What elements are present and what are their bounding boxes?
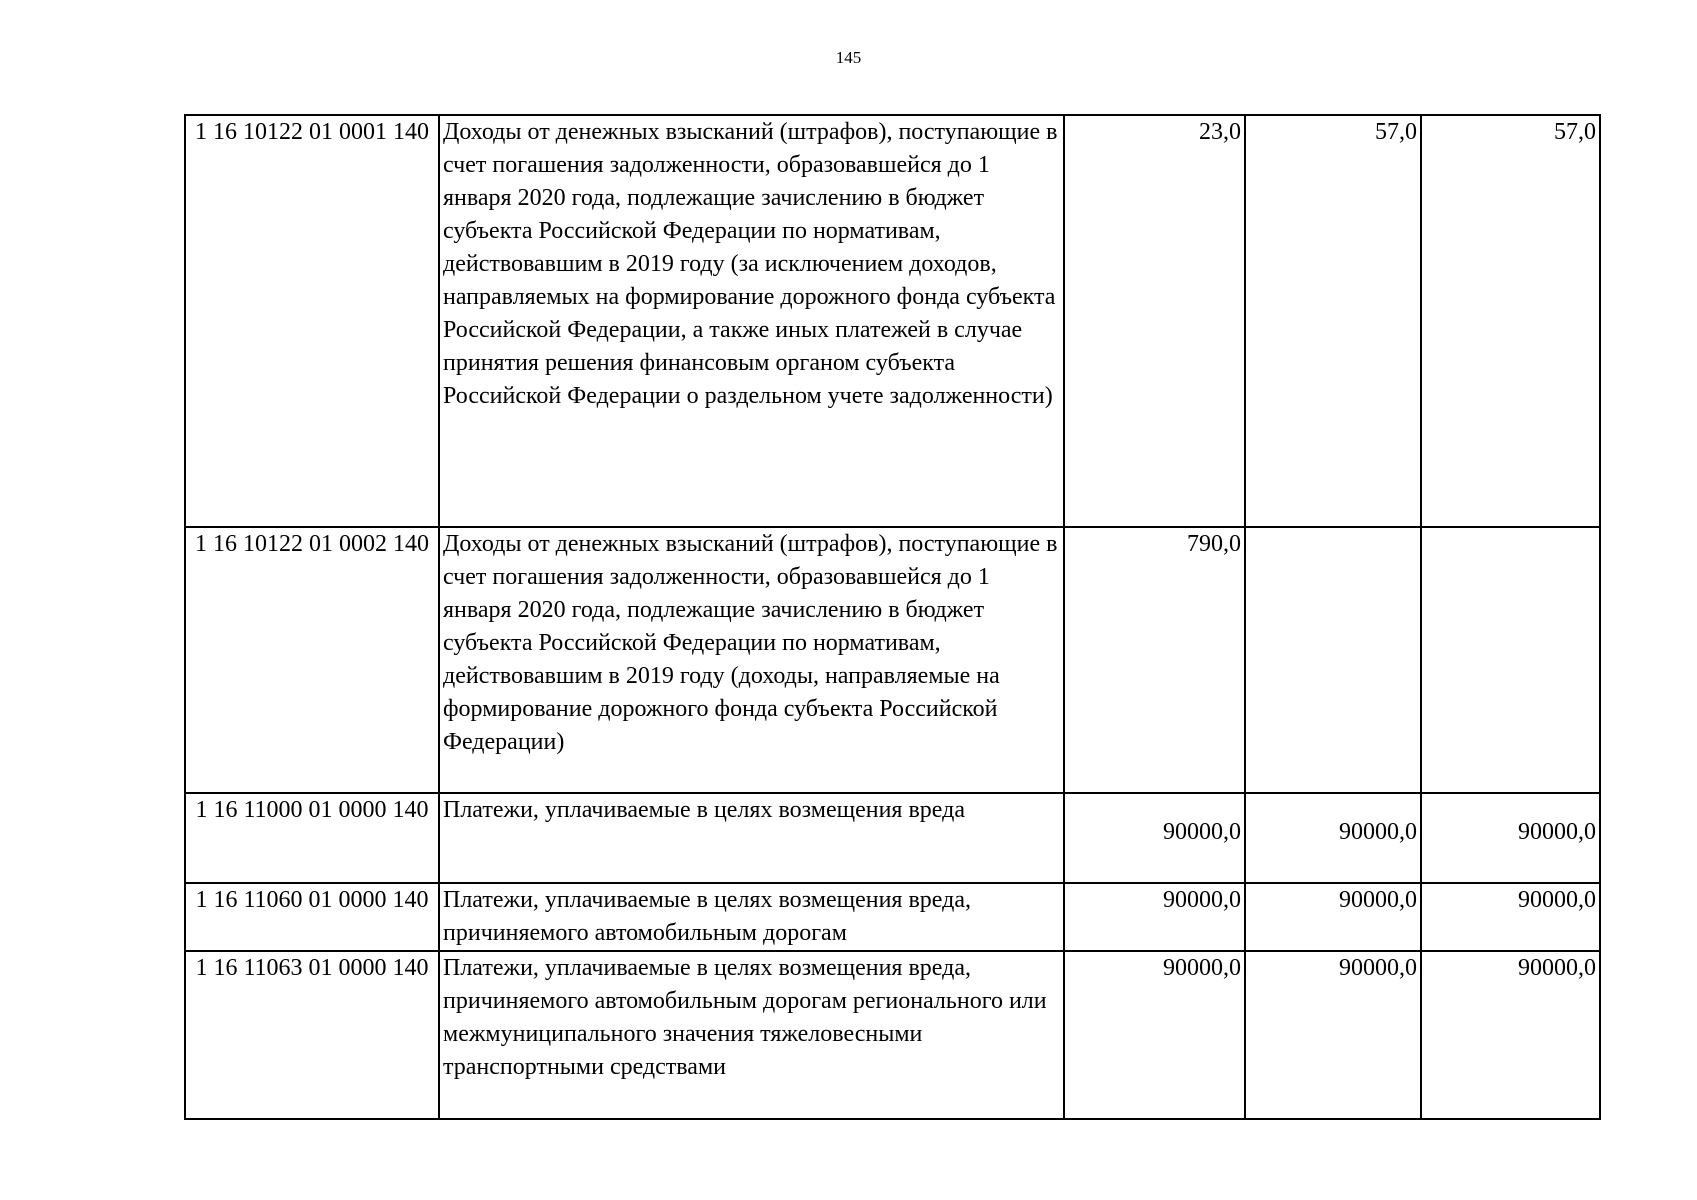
table-row xyxy=(185,115,1600,527)
amount-col-2: 90000,0 xyxy=(1245,883,1421,951)
table-row xyxy=(185,951,1600,1119)
amount-col-1: 90000,0 xyxy=(1064,793,1245,883)
amount-col-2: 90000,0 xyxy=(1245,793,1421,883)
amount-col-2: 57,0 xyxy=(1245,115,1421,527)
revenue-description: Платежи, уплачиваемые в целях возмещения вреда, причиняемого автомобильным дорогам регионального или межмуниципального значения тяжеловесными транспортными средствами xyxy=(439,951,1064,1119)
table-row xyxy=(185,527,1600,793)
amount-col-3: 90000,0 xyxy=(1421,793,1600,883)
budget-code: 1 16 11060 01 0000 140 xyxy=(185,883,439,951)
budget-code: 1 16 11000 01 0000 140 xyxy=(185,793,439,883)
budget-code: 1 16 11063 01 0000 140 xyxy=(185,951,439,1119)
revenue-description: Доходы от денежных взысканий (штрафов), поступающие в счет погашения задолженности, образовавшейся до 1 января 2020 года, подлежащие зачислению в бюджет субъекта Российской Федерации по нормативам, действовавшим в 2019 году (доходы, направляемые на формирование дорожного фонда субъекта Российской Федерации) xyxy=(439,527,1064,793)
amount-col-3: 90000,0 xyxy=(1421,883,1600,951)
table-row xyxy=(185,883,1600,951)
table-row xyxy=(185,793,1600,883)
amount-col-2 xyxy=(1245,527,1421,793)
amount-col-1: 23,0 xyxy=(1064,115,1245,527)
budget-code: 1 16 10122 01 0002 140 xyxy=(185,527,439,793)
amount-col-1: 90000,0 xyxy=(1064,883,1245,951)
amount-col-3 xyxy=(1421,527,1600,793)
budget-revenue-table xyxy=(184,114,1601,1120)
revenue-description: Платежи, уплачиваемые в целях возмещения вреда xyxy=(439,793,1064,883)
budget-code: 1 16 10122 01 0001 140 xyxy=(185,115,439,527)
amount-col-3: 57,0 xyxy=(1421,115,1600,527)
revenue-description: Платежи, уплачиваемые в целях возмещения вреда, причиняемого автомобильным дорогам xyxy=(439,883,1064,951)
revenue-description: Доходы от денежных взысканий (штрафов), поступающие в счет погашения задолженности, образовавшейся до 1 января 2020 года, подлежащие зачислению в бюджет субъекта Российской Федерации по нормативам, действовавшим в 2019 году (за исключением доходов, направляемых на формирование дорожного фонда субъекта Российской Федерации, а также иных платежей в случае принятия решения финансовым органом субъекта Российской Федерации о раздельном учете задолженности) xyxy=(439,115,1064,527)
amount-col-3: 90000,0 xyxy=(1421,951,1600,1119)
amount-col-1: 790,0 xyxy=(1064,527,1245,793)
amount-col-2: 90000,0 xyxy=(1245,951,1421,1119)
page-number: 145 xyxy=(835,48,862,67)
amount-col-1: 90000,0 xyxy=(1064,951,1245,1119)
